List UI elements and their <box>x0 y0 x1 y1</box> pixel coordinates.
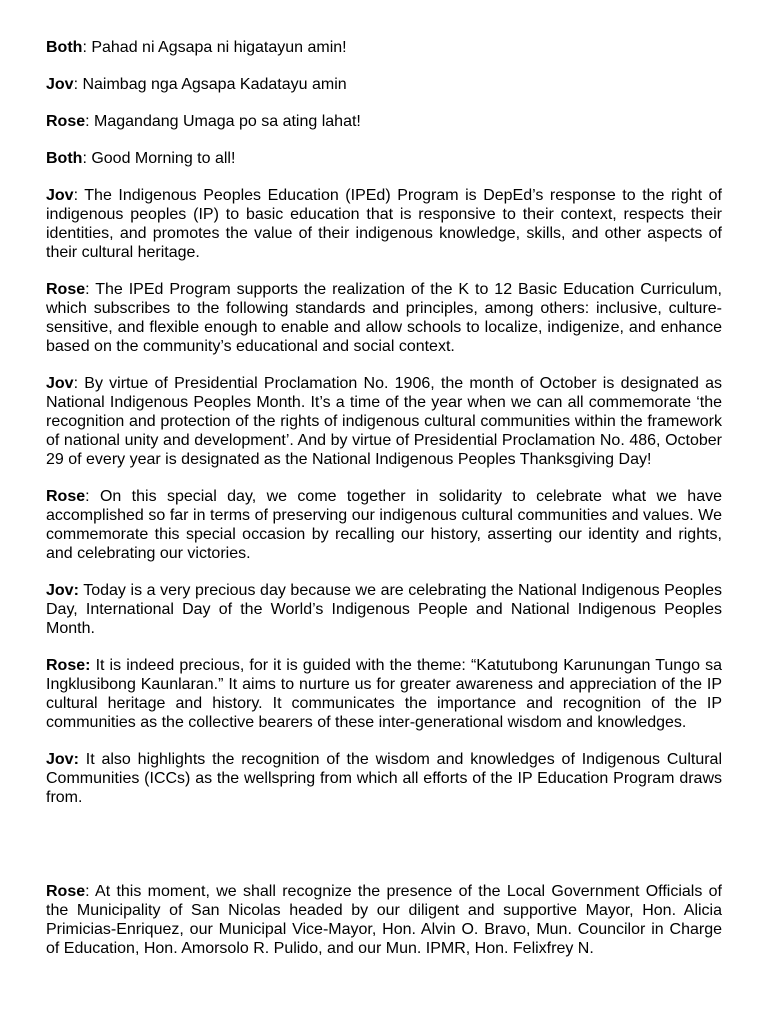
dialogue-text: At this moment, we shall recognize the presence of the Local Government Officials of the Municipality of San Nicolas headed by our diligent and supportive Mayor, Hon. Alicia Primicias-Enriquez, our Municipal Vice-Mayor, Hon. Alvin O. Bravo, Mun. Councilor in Charge of Education, Hon. Amorsolo R. Pulido, and our Mun. IPMR, Hon. Felixfrey N. <box>46 883 723 957</box>
speaker-label: Rose <box>46 883 86 900</box>
paragraph-rose-theme <box>46 656 722 732</box>
dialogue-text: It is indeed precious, for it is guided with the theme: “Katutubong Karunungan Tungo sa Ingklusibong Kaunlaran.” It aims to nurture us for greater awareness and appreciation of the IP cultural heritage and history. It communicates the importance and recognition of the IP communities as the collective bearers of these inter-generational wisdom and knowledges. <box>46 657 723 731</box>
dialogue-text: Magandang Umaga po sa ating lahat! <box>94 113 361 130</box>
speaker-label: Rose <box>46 488 86 505</box>
speaker-label: Rose: <box>46 657 91 674</box>
dialogue-text: On this special day, we come together in solidarity to celebrate what we have accomplished so far in terms of preserving our indigenous cultural communities and values. We commemorate this special occasion by recalling our history, asserting our identity and rights, and celebrating our victories. <box>46 488 723 562</box>
document-page <box>46 38 722 976</box>
speaker-label: Jov <box>46 187 74 204</box>
dialogue-text: It also highlights the recognition of the wisdom and knowledges of Indigenous Cultural Communities (ICCs) as the wellspring from which all efforts of the IP Education Program draws from. <box>46 751 722 806</box>
dialogue-text: Good Morning to all! <box>91 150 236 167</box>
paragraph-both-greeting-1: Both: Pahad ni Agsapa ni higatayun amin! <box>46 39 347 56</box>
paragraph-rose-greeting: Rose: Magandang Umaga po sa ating lahat! <box>46 113 361 130</box>
paragraph-jov-wisdom <box>46 750 722 807</box>
dialogue-text: Today is a very precious day because we are celebrating the National Indigenous Peoples Day, International Day of the World’s Indigenous People and National Indigenous Peoples Month. <box>46 582 722 637</box>
paragraph-jov-proclamation: Jov: By virtue of Presidential Proclamation No. 1906, the month of October is designated as National Indigenous Peoples Month. It’s a time of the year when we can all commemorate ‘the recognition and protection of the rights of indigenous cultural communities within the framework of national unity and development’. And by virtue of Presidential Proclamation No. 486, October 29 of every year is designated as the National Indigenous Peoples Thanksgiving Day! <box>46 375 723 468</box>
dialogue-text: Pahad ni Agsapa ni higatayun amin! <box>91 39 347 56</box>
speaker-label: Both <box>46 150 83 167</box>
speaker-label: Both <box>46 39 83 56</box>
dialogue-text: Naimbag nga Agsapa Kadatayu amin <box>82 76 347 93</box>
paragraph-jov-precious-day <box>46 581 722 638</box>
speaker-label: Jov: <box>46 582 79 599</box>
dialogue-text: The Indigenous Peoples Education (IPEd) Program is DepEd’s response to the right of indigenous peoples (IP) to basic education that is responsive to their context, respects their identities, and promotes the value of their indigenous knowledge, skills, and other aspects of their cultural heritage. <box>46 187 722 261</box>
speaker-label: Jov <box>46 375 74 392</box>
blank-space <box>46 825 722 882</box>
paragraph-rose-solidarity: Rose: On this special day, we come together in solidarity to celebrate what we have accomplished so far in terms of preserving our indigenous cultural communities and values. We commemorate this special occasion by recalling our history, asserting our identity and rights, and celebrating our victories. <box>46 488 723 562</box>
paragraph-jov-iped: Jov: The Indigenous Peoples Education (IPEd) Program is DepEd’s response to the right of indigenous peoples (IP) to basic education that is responsive to their context, respects their identities, and promotes the value of their indigenous knowledge, skills, and other aspects of their cultural heritage. <box>46 187 722 261</box>
speaker-label: Jov <box>46 76 74 93</box>
speaker-label: Rose <box>46 113 86 130</box>
paragraph-both-greeting-2: Both: Good Morning to all! <box>46 150 236 167</box>
dialogue-text: The IPEd Program supports the realization of the K to 12 Basic Education Curriculum, which subscribes to the following standards and principles, among others: inclusive, culture-sensitive, and flexible enough to enable and allow schools to localize, indigenize, and enhance based on the community’s educational and social context. <box>46 281 722 355</box>
speaker-label: Rose <box>46 281 86 298</box>
paragraph-rose-officials: Rose: At this moment, we shall recognize the presence of the Local Government Officials of the Municipality of San Nicolas headed by our diligent and supportive Mayor, Hon. Alicia Primicias-Enriquez, our Municipal Vice-Mayor, Hon. Alvin O. Bravo, Mun. Councilor in Charge of Education, Hon. Amorsolo R. Pulido, and our Mun. IPMR, Hon. Felixfrey N. <box>46 883 723 957</box>
paragraph-jov-greeting: Jov: Naimbag nga Agsapa Kadatayu amin <box>46 76 347 93</box>
dialogue-text: By virtue of Presidential Proclamation No. 1906, the month of October is designated as National Indigenous Peoples Month. It’s a time of the year when we can all commemorate ‘the recognition and protection of the rights of indigenous cultural communities within the framework of national unity and development’. And by virtue of Presidential Proclamation No. 486, October 29 of every year is designated as the National Indigenous Peoples Thanksgiving Day! <box>46 375 723 468</box>
paragraph-rose-k12: Rose: The IPEd Program supports the realization of the K to 12 Basic Education Curriculum, which subscribes to the following standards and principles, among others: inclusive, culture-sensitive, and flexible enough to enable and allow schools to localize, indigenize, and enhance based on the community’s educational and social context. <box>46 281 722 355</box>
speaker-label: Jov: <box>46 751 79 768</box>
